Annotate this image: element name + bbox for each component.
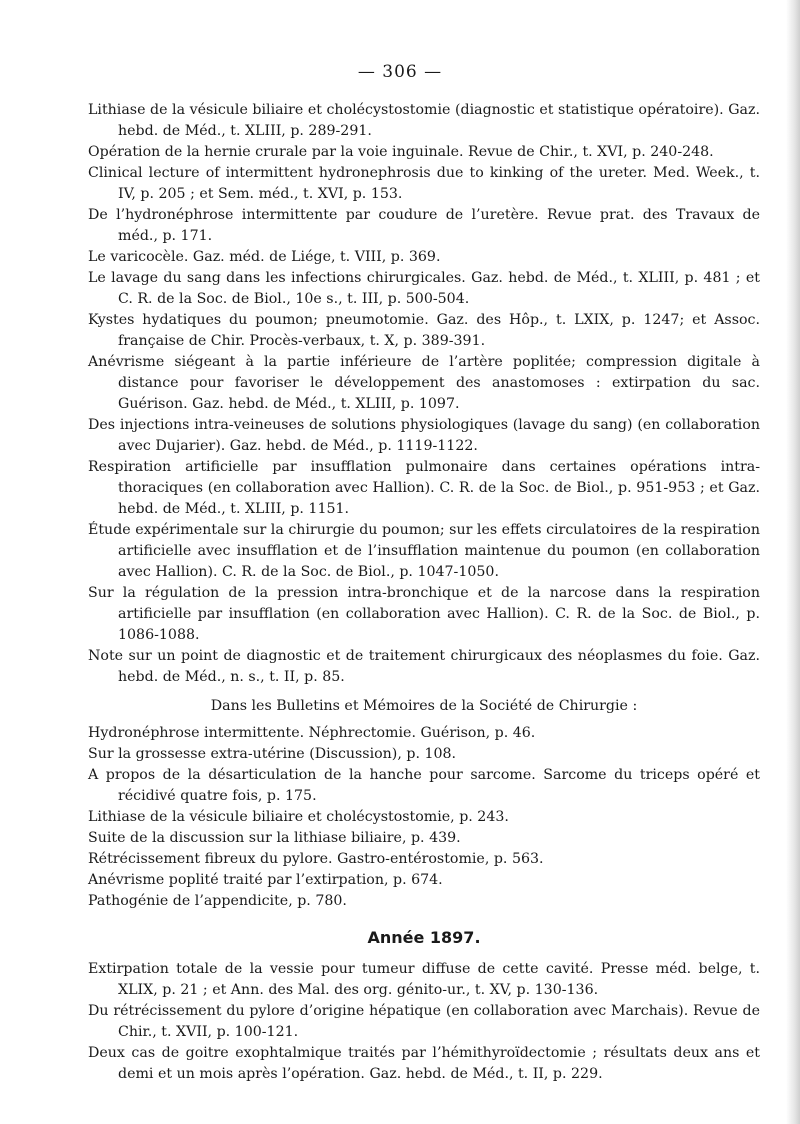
- bibliography-entry: Étude expérimentale sur la chirurgie du poumon; sur les effets circulatoires de la respiration artificielle avec insufflation et de l’insufflation maintenue du poumon (en collaboration avec Hallion). C. R. de la Soc. de Biol., p. 1047-1050.: [88, 522, 760, 580]
- bulletins-heading: Dans les Bulletins et Mémoires de la Société de Chirurgie :: [210, 698, 638, 714]
- bibliography-entry: De l’hydronéphrose intermittente par coudure de l’uretère. Revue prat. des Travaux de méd., p. 171.: [88, 207, 760, 244]
- bibliography-entry: Des injections intra-veineuses de solutions physiologiques (lavage du sang) (en collaboration avec Dujarier). Gaz. hebd. de Méd., p. 1119-1122.: [88, 417, 760, 454]
- bibliography-entry: Le lavage du sang dans les infections chirurgicales. Gaz. hebd. de Méd., t. XLIII, p. 481 ; et C. R. de la Soc. de Biol., 10e s., t. III, p. 500-504.: [88, 270, 760, 307]
- page-number: — 306 —: [357, 62, 443, 82]
- bibliography-entry: Sur la grossesse extra-utérine (Discussion), p. 108.: [88, 746, 457, 762]
- bulletins-list: [88, 723, 760, 912]
- bibliography-entry: Note sur un point de diagnostic et de traitement chirurgicaux des néoplasmes du foie. Gaz. hebd. de Méd., n. s., t. II, p. 85.: [88, 648, 760, 685]
- bibliography-entry: Du rétrécissement du pylore d’origine hépatique (en collaboration avec Marchais). Revue de Chir., t. XVII, p. 100-121.: [88, 1003, 760, 1040]
- bibliography-entry: Opération de la hernie crurale par la voie inguinale. Revue de Chir., t. XVI, p. 240-248.: [88, 144, 714, 160]
- text-column: [88, 100, 760, 1085]
- bibliography-entry: Hydronéphrose intermittente. Néphrectomie. Guérison, p. 46.: [88, 725, 536, 741]
- bibliography-list: [88, 100, 760, 688]
- bibliography-entry: Anévrisme siégeant à la partie inférieure de l’artère poplitée; compression digitale à distance pour favoriser le développement des anastomoses : extirpation du sac. Guérison. Gaz. hebd. de Méd., t. XLIII, p. 1097.: [88, 354, 760, 412]
- bibliography-entry: Le varicocèle. Gaz. méd. de Liége, t. VIII, p. 369.: [88, 249, 441, 265]
- bibliography-entry: Anévrisme poplité traité par l’extirpation, p. 674.: [88, 872, 443, 888]
- bibliography-entry: Sur la régulation de la pression intra-bronchique et de la narcose dans la respiration artificielle par insufflation (en collaboration avec Hallion). C. R. de la Soc. de Biol., p. 1086-1088.: [88, 585, 760, 643]
- bibliography-entry: Deux cas de goitre exophtalmique traités par l’hémithyroïdectomie ; résultats deux ans et demi et un mois après l’opération. Gaz. hebd. de Méd., t. II, p. 229.: [88, 1045, 760, 1082]
- bibliography-entry: Suite de la discussion sur la lithiase biliaire, p. 439.: [88, 830, 461, 846]
- bibliography-entry: Lithiase de la vésicule biliaire et cholécystostomie, p. 243.: [88, 809, 509, 825]
- bibliography-entry: Kystes hydatiques du poumon; pneumotomie. Gaz. des Hôp., t. LXIX, p. 1247; et Assoc. française de Chir. Procès-verbaux, t. X, p. 389-391.: [88, 312, 760, 349]
- bibliography-entry: Lithiase de la vésicule biliaire et cholécystostomie (diagnostic et statistique opératoire). Gaz. hebd. de Méd., t. XLIII, p. 289-291.: [88, 102, 760, 139]
- year-heading: Année 1897.: [367, 928, 481, 947]
- bibliography-entry: Pathogénie de l’appendicite, p. 780.: [88, 893, 347, 909]
- bibliography-entry: Respiration artificielle par insufflation pulmonaire dans certaines opérations intra-thoraciques (en collaboration avec Hallion). C. R. de la Soc. de Biol., p. 951-953 ; et Gaz. hebd. de Méd., t. XLIII, p. 1151.: [88, 459, 760, 517]
- page-edge-shadow: [786, 0, 800, 1124]
- bibliography-entry: Clinical lecture of intermittent hydronephrosis due to kinking of the ureter. Med. Week., t. IV, p. 205 ; et Sem. méd., t. XVI, p. 153.: [88, 165, 760, 202]
- bibliography-list-1897: [88, 959, 760, 1085]
- bibliography-entry: Extirpation totale de la vessie pour tumeur diffuse de cette cavité. Presse méd. belge, t. XLIX, p. 21 ; et Ann. des Mal. des org. génito-ur., t. XV, p. 130-136.: [88, 961, 760, 998]
- bibliography-entry: A propos de la désarticulation de la hanche pour sarcome. Sarcome du triceps opéré et récidivé quatre fois, p. 175.: [88, 767, 760, 804]
- bibliography-entry: Rétrécissement fibreux du pylore. Gastro-entérostomie, p. 563.: [88, 851, 544, 867]
